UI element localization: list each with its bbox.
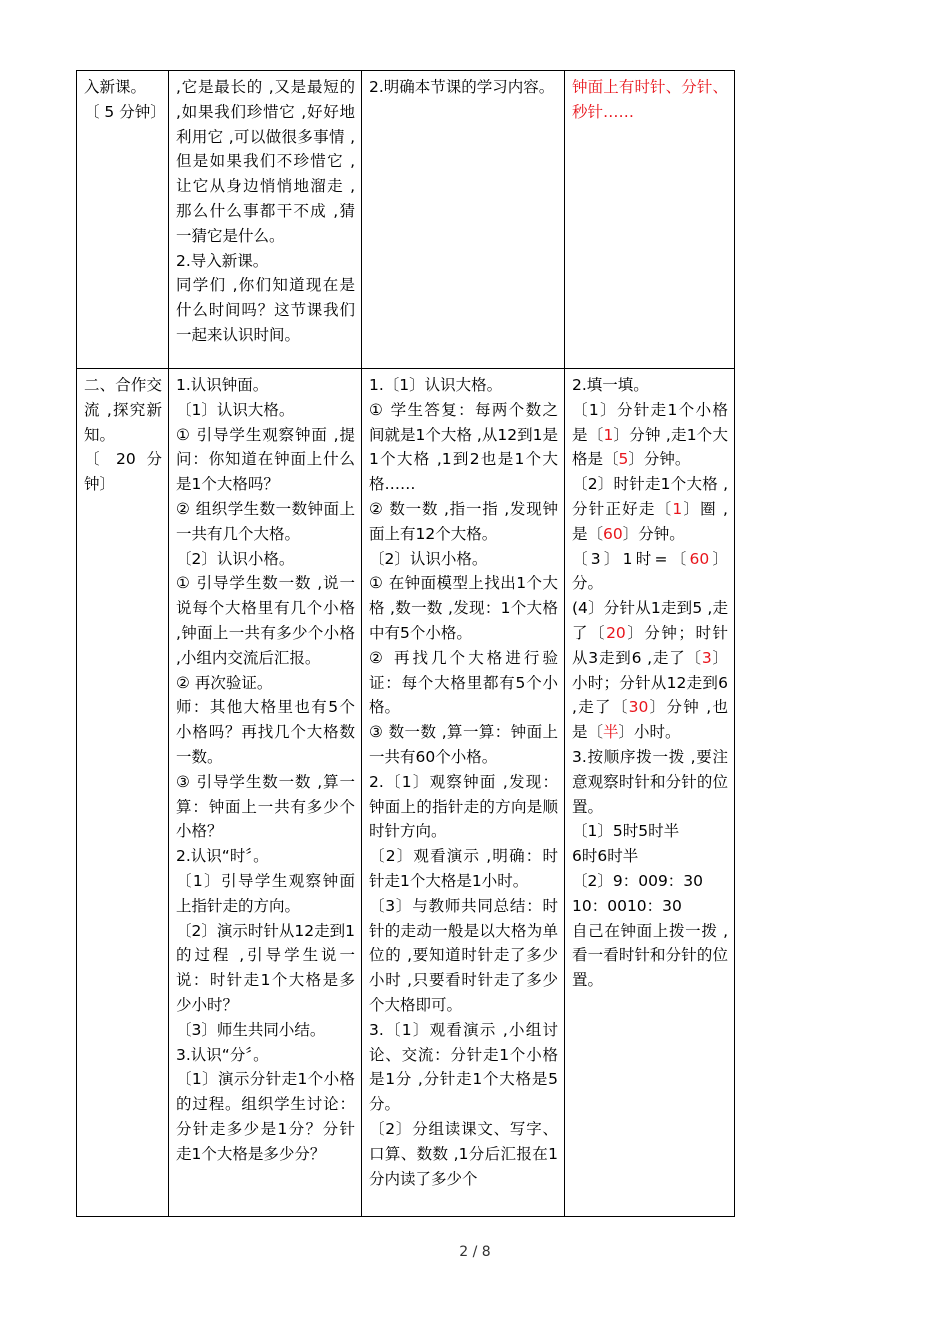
stage-cell [77,71,169,369]
question-text: 自己在钟面上拨一拨 ,看一看时针和分针的位置。 [572,921,728,990]
practice-cell [565,71,735,369]
answer-value: 60 [603,524,623,543]
question-text: 〕圈 ,是〔 [572,499,728,543]
paragraph [572,547,728,597]
paragraph: 2.认识“时〞。 [176,847,269,866]
paragraph: 2.明确本节课的学习内容。 [369,78,555,96]
stage-text: 入新课。 [84,78,147,96]
table-row [77,71,735,369]
paragraph [572,398,728,472]
question-text: 〕分钟。 [628,450,691,469]
question-text: 〕分钟；时针从3走到6 ,走了〔 [572,623,728,667]
paragraph-answer: 钟面上有时针、分针、秒针…… [572,78,728,121]
paragraph: 2.导入新课。 [176,251,269,270]
paragraph: 〔2〕观看演示 ,明确：时针走1个大格是1小时。 [369,847,558,890]
answer-value: 60 [689,549,710,568]
paragraph: 师：其他大格里也有5个小格吗？再找几个大格数一数。 [176,698,355,766]
question-text: 〔3〕1时=〔 [572,549,690,568]
paragraph: 同学们 ,你们知道现在是什么时间吗？这节课我们一起来认识时间。 [176,276,355,344]
paragraph [572,869,728,894]
paragraph: 3.〔1〕观看演示 ,小组讨论、交流：分针走1个小格是1分 ,分针走1个大格是5分。 [369,1020,558,1114]
paragraph [572,819,728,844]
paragraph: 〔1〕引导学生观察钟面上指针走的方向。 [176,871,355,915]
paragraph: ② 数一数 ,指一指 ,发现钟面上有12个大格。 [369,499,558,543]
paragraph [572,596,728,745]
question-text: 6时6时半 [572,847,639,866]
question-text: 〔1〕分针走1个小格是〔 [572,400,728,444]
paragraph: ② 组织学生数一数钟面上一共有几个大格。 [176,499,355,543]
question-text: 〔2〕时针走1个大格 ,分针正好走〔 [572,475,728,518]
answer-value: 1 [603,425,614,444]
paragraph: 〔2〕演示时针从12走到1的过程 ,引导学生说一说：时针走1个大格是多少小时？ [176,921,355,1014]
paragraph: 〔2〕分组读课文、写字、口算、数数 ,1分后汇报在1分内读了多少个 [369,1119,558,1188]
question-text: 〕小时。 [618,723,681,742]
question-text: 〕分钟 ,走1个大格是〔 [572,425,728,469]
question-text: 〔2〕9：009：30 [572,871,704,890]
answer-value: 20 [606,623,626,642]
paragraph: 〔3〕师生共同小结。 [176,1020,326,1039]
paragraph [572,844,728,869]
paragraph: ① 引导学生观察钟面 ,提问：你知道在钟面上什么是1个大格吗？ [176,425,355,494]
paragraph: 〔3〕与教师共同总结：时针的走动一般是以大格为单位的 ,要知道时针走了多少小时 ,只要看时针走了多少个大格即可。 [369,896,558,1014]
paragraph: 2.〔1〕观察钟面 ,发现：钟面上的指针走的方向是顺时针方向。 [369,772,558,841]
teacher-activity-cell [169,369,362,1217]
paragraph: ① 在钟面模型上找出1个大格 ,数一数 ,发现：1个大格中有5个小格。 [369,574,558,642]
paragraph: ③ 数一数 ,算一算：钟面上一共有60个小格。 [369,723,558,766]
question-text: (4〕分针从1走到5 ,走了〔 [572,599,728,642]
page-number: 2 / 8 [459,1244,491,1260]
answer-value: 30 [628,698,649,717]
question-text: 〕分钟。 [622,524,685,543]
paragraph: ① 引导学生数一数 ,说一说每个大格里有几个小格 ,钟面上一共有多少个小格 ,小组内交流后汇报。 [176,574,355,667]
paragraph: 1.〔1〕认识大格。 [369,376,503,394]
answer-value: 3 [701,648,712,667]
paragraph: 〔2〕认识小格。 [176,549,295,568]
answer-value: 5 [618,450,629,469]
paragraph [572,472,728,546]
practice-cell [565,369,735,1217]
answer-value: 1 [672,499,683,518]
paragraph: ① 学生答复：每两个数之间就是1个大格 ,从12到1是1个大格 ,1到2也是1个大格…… [369,400,558,494]
paragraph: 〔1〕演示分针走1个小格的过程。组织学生讨论：分针走多少是1分？分针走1个大格是多少分？ [176,1070,355,1163]
paragraph: ,它是最长的 ,又是最短的 ,如果我们珍惜它 ,好好地利用它 ,可以做很多事情 ,但是如果我们不珍惜它 ,让它从身边悄悄地溜走 ,那么什么事都干不成 ,猜一猜它是什么。 [176,78,355,245]
stage-cell [77,369,169,1217]
question-text: 〕分。 [572,549,728,593]
paragraph: 〔2〕认识小格。 [369,549,488,568]
answer-value: 半 [603,723,619,742]
question-text: 〔1〕5时5时半 [572,822,680,841]
paragraph: 3.认识“分〞。 [176,1045,269,1064]
question-text: 3.按顺序拨一拨 ,要注意观察时针和分针的位置。 [572,747,728,816]
paragraph [572,919,728,993]
paragraph: ② 再次验证。 [176,673,273,692]
paragraph: ③ 引导学生数一数 ,算一算：钟面上一共有多少个小格？ [176,772,355,841]
paragraph [572,745,728,819]
table-row [77,369,735,1217]
student-activity-cell [362,71,565,369]
question-text: 〕小时；分针从12走到6 ,走了〔 [572,648,728,717]
stage-duration: 〔 5 分钟〕 [84,102,166,121]
stage-duration: 〔 20 分钟〕 [84,450,162,494]
paragraph [572,373,728,398]
question-text: 10：0010：30 [572,896,682,915]
paragraph: ② 再找几个大格进行验证：每个大格里都有5个小格。 [369,648,558,717]
paragraph: 〔1〕认识大格。 [176,400,295,419]
stage-text: 二、合作交流 ,探究新知。 [84,376,162,444]
paragraph: 1.认识钟面。 [176,376,269,394]
question-text: 2.填一填。 [572,376,649,394]
teacher-activity-cell [169,71,362,369]
lesson-plan-table [76,70,735,1217]
student-activity-cell [362,369,565,1217]
paragraph [572,894,728,919]
question-text: 〕分钟 ,也是〔 [572,698,728,742]
